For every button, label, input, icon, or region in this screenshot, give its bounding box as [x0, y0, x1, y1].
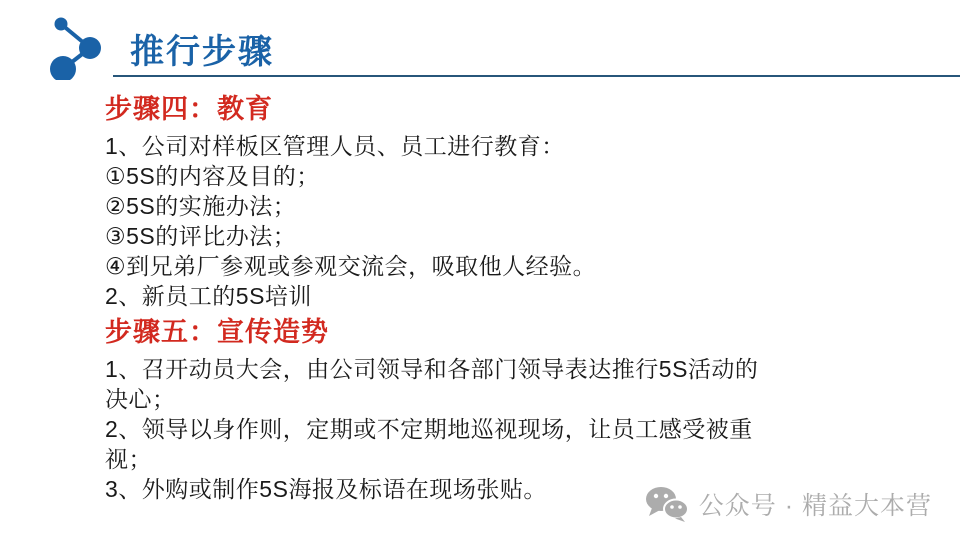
body-line: ④到兄弟厂参观或参观交流会，吸取他人经验。: [105, 253, 597, 279]
watermark: [645, 486, 932, 522]
body-line: 3、外购或制作5S海报及标语在现场张贴。: [105, 476, 547, 502]
body-line: 视；: [105, 446, 152, 472]
header-divider: [113, 75, 960, 77]
body-line: 1、公司对样板区管理人员、员工进行教育：: [105, 133, 565, 159]
body-line: ②5S的实施办法；: [105, 193, 297, 219]
body-line: 2、新员工的5S培训: [105, 283, 312, 309]
body-line: 2、领导以身作则，定期或不定期地巡视现场，让员工感受被重: [105, 416, 753, 442]
slide-content: [105, 88, 825, 504]
body-line: ①5S的内容及目的；: [105, 163, 320, 189]
watermark-text: 公众号 · 精益大本营: [698, 492, 932, 520]
share-nodes-icon: [45, 10, 105, 80]
body-line: 1、召开动员大会，由公司领导和各部门领导表达推行5S活动的: [105, 356, 759, 382]
body-line: ③5S的评比办法；: [105, 223, 297, 249]
section-heading: 步骤五：宣传造势: [105, 317, 329, 347]
page-title: 推行步骤: [130, 33, 274, 71]
section-heading: 步骤四：教育: [105, 94, 273, 124]
section-step-four: [105, 88, 825, 311]
body-line: 决心；: [105, 386, 176, 412]
wechat-icon: [645, 486, 689, 522]
section-step-five: [105, 311, 825, 504]
